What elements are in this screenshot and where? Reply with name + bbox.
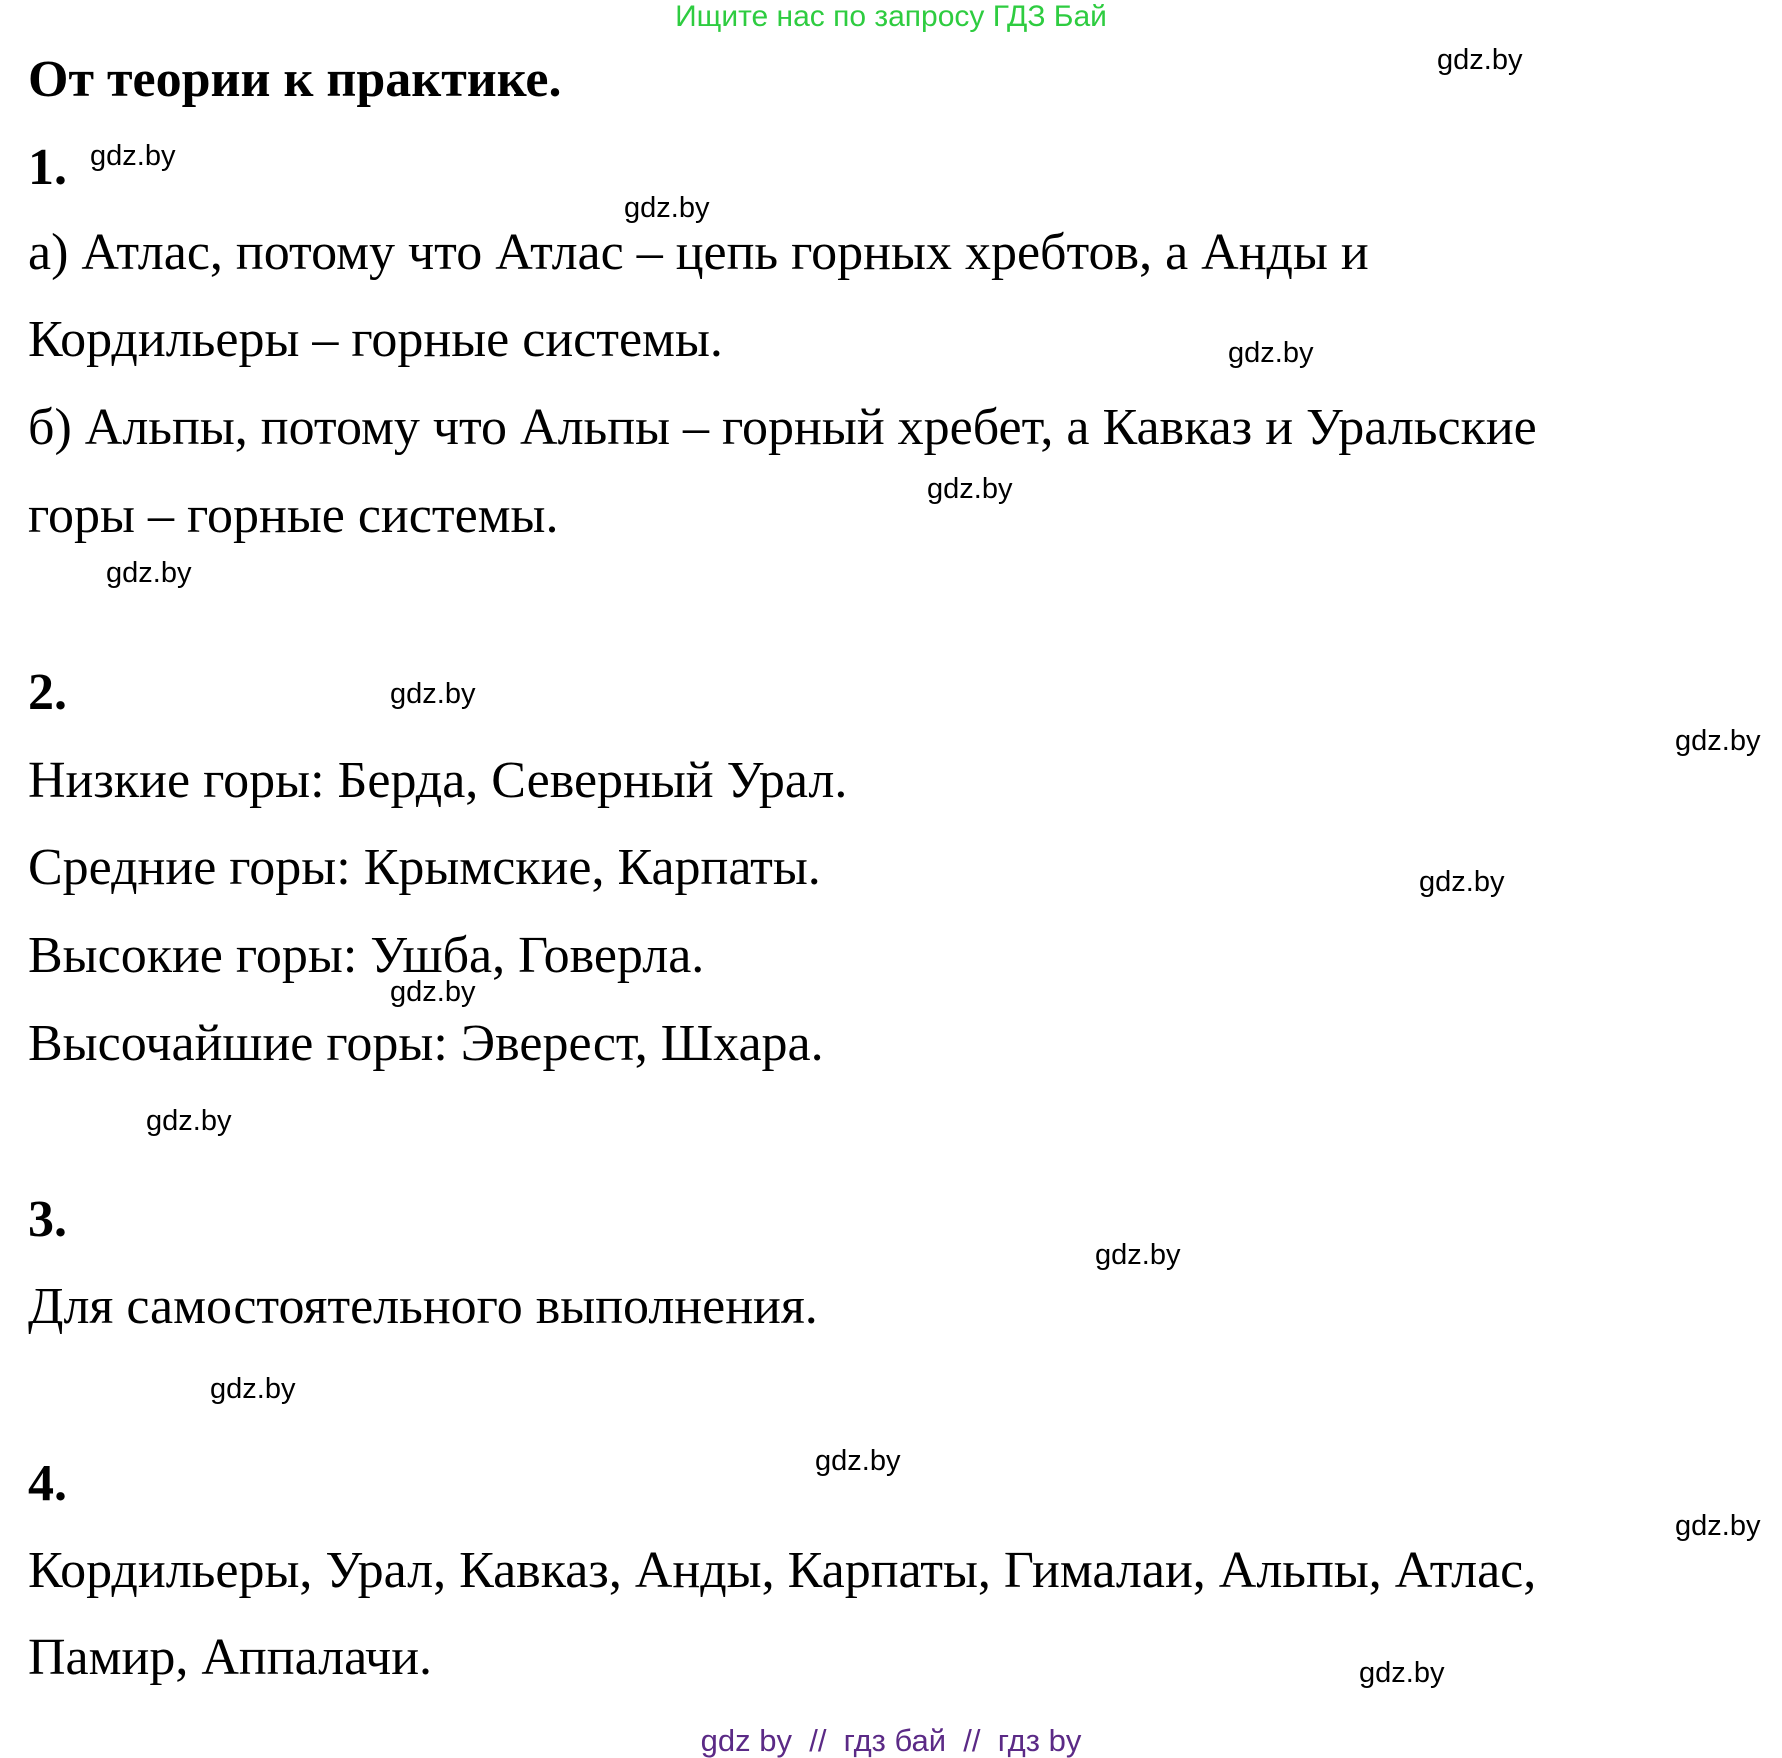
page-title: От теории к практике. (28, 51, 562, 108)
search-banner: Ищите нас по запросу ГДЗ Бай (675, 0, 1107, 33)
section-2-line-3: Высокие горы: Ушба, Говерла. (28, 927, 705, 984)
section-2-number: 2. (28, 664, 67, 721)
section-1-line-4: горы – горные системы. (28, 487, 559, 544)
section-1-line-3: б) Альпы, потому что Альпы – горный хребет, а Кавказ и Уральские (28, 399, 1537, 456)
watermark: gdz.by (1419, 866, 1505, 898)
watermark: gdz.by (1437, 44, 1523, 76)
watermark: gdz.by (815, 1445, 901, 1477)
section-1-number: 1. (28, 139, 67, 196)
watermark: gdz.by (1095, 1239, 1181, 1271)
watermark: gdz.by (1675, 1510, 1761, 1542)
watermark: gdz.by (90, 140, 176, 172)
watermark: gdz.by (390, 976, 476, 1008)
watermark: gdz.by (624, 192, 710, 224)
section-1-line-1: а) Атлас, потому что Атлас – цепь горных хребтов, а Анды и (28, 224, 1369, 281)
section-4-line-2: Памир, Аппалачи. (28, 1629, 433, 1686)
watermark: gdz.by (927, 473, 1013, 505)
section-1-line-2: Кордильеры – горные системы. (28, 311, 723, 368)
watermark: gdz.by (1228, 337, 1314, 369)
watermark: gdz.by (1675, 725, 1761, 757)
section-3-line-1: Для самостоятельного выполнения. (28, 1278, 818, 1335)
section-4-line-1: Кордильеры, Урал, Кавказ, Анды, Карпаты, Гималаи, Альпы, Атлас, (28, 1542, 1537, 1599)
section-2-line-2: Средние горы: Крымские, Карпаты. (28, 839, 821, 896)
section-2-line-1: Низкие горы: Берда, Северный Урал. (28, 752, 848, 809)
watermark: gdz.by (210, 1373, 296, 1405)
watermark: gdz.by (106, 557, 192, 589)
section-4-number: 4. (28, 1455, 67, 1512)
section-2-line-4: Высочайшие горы: Эверест, Шхара. (28, 1015, 824, 1072)
watermark: gdz.by (390, 678, 476, 710)
section-3-number: 3. (28, 1191, 67, 1248)
watermark: gdz.by (1359, 1657, 1445, 1689)
footer-watermark: gdz by // гдз бай // гдз by (700, 1723, 1082, 1758)
watermark: gdz.by (146, 1105, 232, 1137)
